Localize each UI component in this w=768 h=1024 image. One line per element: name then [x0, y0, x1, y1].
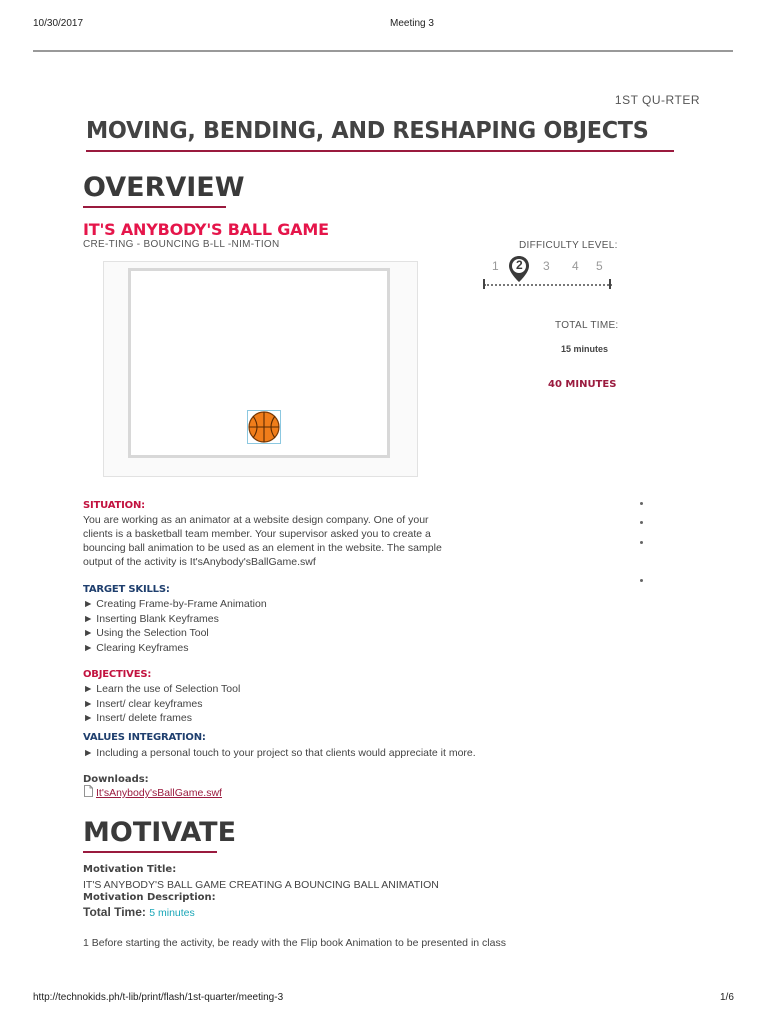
bullet-dot — [640, 579, 643, 582]
objectives-list — [83, 682, 240, 726]
values-integration-list — [83, 746, 476, 761]
motivation-title-label: Motivation Title: — [83, 864, 177, 875]
situation-line: clients is a basketball team member. Your supervisor asked you to create a — [83, 528, 431, 540]
print-date: 10/30/2017 — [33, 18, 84, 29]
difficulty-level-2-selected: 2 — [516, 258, 523, 272]
file-icon — [84, 785, 93, 797]
scale-start-tick — [483, 279, 485, 289]
total-time-big: 40 MINUTES — [548, 379, 617, 390]
total-time-label: TOTAL TIME: — [555, 320, 619, 331]
activity-title: IT'S ANYBODY'S BALL GAME — [83, 220, 329, 239]
motivate-heading: MOTIVATE — [83, 817, 237, 848]
list-item: ► Insert/ clear keyframes — [83, 697, 203, 710]
overview-heading: OVERVIEW — [83, 172, 245, 203]
list-item: ► Insert/ delete frames — [83, 712, 193, 724]
objectives-label: OBJECTIVES: — [83, 669, 152, 680]
situation-text — [83, 513, 442, 569]
total-time-small: 15 minutes — [561, 344, 609, 354]
difficulty-level-5: 5 — [596, 259, 603, 273]
difficulty-level-1: 1 — [492, 259, 499, 273]
target-skills-list — [83, 597, 267, 655]
target-skills-label: TARGET SKILLS: — [83, 584, 170, 595]
print-title: Meeting 3 — [390, 18, 434, 29]
header-divider — [33, 50, 733, 52]
list-item: ► Including a personal touch to your project so that clients would appreciate it more. — [83, 747, 476, 759]
quarter-label: 1ST QU-RTER — [614, 93, 700, 107]
overview-underline — [83, 206, 226, 208]
motivation-description-label: Motivation Description: — [83, 892, 216, 903]
list-item: ► Inserting Blank Keyframes — [83, 612, 219, 625]
list-item: ► Learn the use of Selection Tool — [83, 683, 241, 695]
situation-line: You are working as an animator at a website design company. One of your — [83, 514, 429, 526]
list-item: ► Using the Selection Tool — [83, 627, 209, 639]
print-page-number: 1/6 — [720, 992, 734, 1003]
situation-line: output of the activity is It'sAnybody'sBallGame.swf — [83, 556, 316, 568]
activity-subtitle: CRE-TING - BOUNCING B-LL -NIM-TION — [83, 239, 280, 250]
downloads-label: Downloads: — [83, 774, 149, 785]
list-item: ► Clearing Keyframes — [83, 641, 189, 654]
situation-label: SITUATION: — [83, 500, 145, 511]
basketball-icon — [248, 411, 280, 443]
situation-line: bouncing ball animation to be used as an element in the website. The sample — [83, 542, 442, 554]
motivation-step-1: 1 Before starting the activity, be ready with the Flip book Animation to be presented in class — [83, 937, 506, 949]
values-integration-label: VALUES INTEGRATION: — [83, 732, 206, 743]
print-url: http://technokids.ph/t-lib/print/flash/1st-quarter/meeting-3 — [33, 992, 284, 1003]
motivation-total-time-value: 5 minutes — [149, 907, 195, 919]
title-underline — [86, 150, 674, 152]
motivation-total-time-label: Total Time: — [83, 905, 146, 919]
download-link[interactable]: It'sAnybody'sBallGame.swf — [96, 787, 222, 799]
difficulty-level-3: 3 — [543, 259, 550, 273]
list-item: ► Creating Frame-by-Frame Animation — [83, 598, 267, 610]
bullet-dot — [640, 502, 643, 505]
motivation-total-time — [83, 905, 195, 919]
motivation-title-value: IT'S ANYBODY'S BALL GAME CREATING A BOUNCING BALL ANIMATION — [83, 879, 439, 891]
bullet-dot — [640, 521, 643, 524]
bullet-dot — [640, 541, 643, 544]
scale-end-tick — [609, 279, 611, 289]
difficulty-label: DIFFICULTY LEVEL: — [519, 240, 618, 251]
page-title: MOVING, BENDING, AND RESHAPING OBJECTS — [86, 118, 649, 144]
motivate-underline — [83, 851, 217, 853]
difficulty-level-4: 4 — [572, 259, 579, 273]
difficulty-scale — [484, 284, 612, 286]
